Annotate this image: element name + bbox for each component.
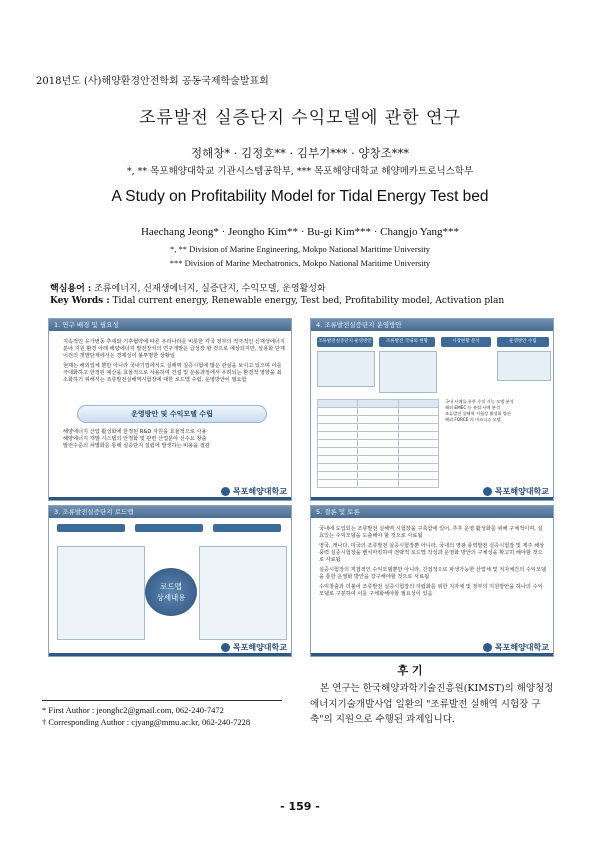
footnote-divider [42,700,282,701]
slide-header: 3. 조류발전실증단지 로드맵 [49,506,291,518]
side-note: 국내 사례를 통한 수익 가능 모델 분석 해외 EMEC 등 유럽 사례 분석 조류발전 실해역 시험장 활성화 방안 해외 FORCE 의 비즈니스 모델 [445,399,514,422]
flow-box: 시장현황 분석 [441,337,491,347]
slide-footer-bar [311,497,553,500]
slide-bullet: 실증시험장의 직접적인 수익모델뿐만 아니라, 간접적으로 파생가능한 산업체 및 지자체간의 수익모델을 통한 운영화 방안을 강구해야할 것으로 사료됨 [319,567,546,580]
keywords-english [50,296,504,306]
title-korean: 조류발전 실증단지 수익모델에 관한 연구 [139,108,461,128]
roadmap-left-panel [57,546,145,640]
detail-box [317,351,375,387]
roadmap-step [57,524,125,532]
slide-bullet: 해양에너지 개발 시스템의 안정화 및 관련 산업분야 신수요 창출 [63,436,207,442]
keywords-korean-text: 조류에너지, 신재생에너지, 실증단지, 수익모델, 운영활성화 [94,284,326,294]
title-english: A Study on Profitability Model for Tidal Energy Test bed [111,188,489,205]
roadmap-step [135,524,203,532]
slide-footer: 목포해양대학교 [221,486,287,497]
slide-bullet: 해양에너지 산업 활성화에 한정된 R&D 자원을 효율적으로 사용 [63,429,207,435]
keywords-korean [50,281,326,294]
detail-box [379,351,437,393]
roadmap-center: 로드맵 상세내용 [145,568,197,616]
slide-bullet: 현재는 해외업체 뿐만 아니라 국내기업에서도 실해역 실증시험에 많은 관심을 보이고 있으며 이를 극대화하고 한정된 예산을 효율적으로 사용하여 건설 및 운용과정에서 우려되는 환경적 영향을 최소화하기 위해서는 조류발전실해역시험장에 대한 로드맵 수립, 운영방안이 필요함 [63,363,282,383]
keywords-english-text: Tidal current energy, Renewable energy, Test bed, Profitability model, Activation plan [112,296,505,306]
acknowledgment-title: 후 기 [397,664,423,677]
slide-footer-bar [49,497,291,500]
slide-footer: 목포해양대학교 [483,642,549,653]
slide-footer-bar [49,653,291,656]
authors-english: Haechang Jeong* · Jeongho Kim** · Bu-gi Kim*** · Changjo Yang*** [140,226,460,238]
slide-header: 1. 연구 배경 및 필요성 [49,319,291,331]
roadmap-right-panel [199,546,287,640]
university-logo-icon [483,643,492,652]
slide-bullet: 발전수준의 차별화를 통해 실증단지 설립에 발생하는 비용을 절감 [63,443,210,449]
conference-header: 2018년도 (사)해양환경안전학회 공동국제학술발표회 [36,76,269,87]
slide-header: 4. 조류발전실증단지 운영방안 [311,319,553,331]
acknowledgment-text: 본 연구는 한국해양과학기술진흥원(KIMST)의 해양청정에너지기술개발사업 일환의 "조류발전 실해역 시험장 구축"의 지원으로 수행된 과제입니다. [310,683,554,725]
slide-bullet: 영국, 캐나다, 미국의 조류발전 실증시험장뿐 아니라, 국내의 영광 풍력발전 실증시험장 및 제주 해상풍력 실증시험장을 벤치마킹하여 전략적 로드맵 작성과 운영화 방안의 구체성을 확고히 해야할 것으로 사료됨 [319,543,545,563]
slide-footer: 목포해양대학교 [221,642,287,653]
slide-roadmap [48,505,292,657]
keywords-korean-label: 핵심용어 : [50,284,92,294]
footnote-first-author: * First Author : jeonghc2@gmail.com, 062-240-7472 [42,705,224,715]
university-logo-icon [221,487,230,496]
affiliation-korean: *, ** 목포해양대학교 기관시스템공학부, *** 목포해양대학교 해양메카트로닉스학부 [126,166,474,177]
footnote-corresponding-author: † Corresponding Author : cjyang@mmu.ac.kr, 062-240-7228 [42,717,251,727]
detail-box [497,351,551,381]
flow-box: 조류발전 국내외 현황 [379,337,435,347]
university-logo-icon [221,643,230,652]
slide-pill: 운영방안 및 수익모델 수립 [77,405,267,423]
slide-bullet: 수익창출과 더불어 조류발전 실증시험장의 자립화를 위한 지자체 및 정부의 지원방안을 하나의 수익모델로 구분하여 이를 구체화해야할 필요성이 있음 [319,584,543,597]
slide-bullet-list [319,526,547,598]
slide-conclusion [310,505,554,657]
plan-table [317,399,439,488]
affiliation-english-1: *, ** Division of Marine Engineering, Mokpo National Maritime University [170,244,430,254]
slide-header: 5. 결론 및 토론 [311,506,553,518]
slide-footer-bar [311,653,553,656]
slide-footer: 목포해양대학교 [483,486,549,497]
slide-operation-plan [310,318,554,501]
keywords-english-label: Key Words : [50,296,110,306]
university-logo-icon [483,487,492,496]
page-number: - 159 - [280,800,320,813]
slide-bullet: 지속적인 유가변동 추세와 기후협약에 따른 우리나라를 비롯한 각국 정부의 적극적인 신재생에너지 분야 지원 환경 아래 해양에너지 발전장치의 연구개발은 급성장 할 것으로 예상되지만, 상용화 단계 이전의 개발단계에서는 경제성이 불투명한 상황임 [63,339,285,359]
slide-background-need [48,318,292,501]
roadmap-step [213,524,281,532]
affiliation-english-2: *** Division of Marine Mechatronics, Mokpo National Maritime University [169,258,431,268]
authors-korean: 정해창* · 김정호** · 김부기*** · 양창조*** [191,146,409,160]
slide-bullet-list [63,339,285,384]
slide-bullet-list-2 [63,429,285,450]
flow-box: 운영방안 수립 [497,337,549,347]
flow-box: 조류발전실증단지 운영방안 [317,337,373,347]
slide-bullet: 국내에 도입되는 조류발전 실해역 시험장을 구축함에 있어, 추후 운영 활성화를 위해 구체적이며, 실효있는 수익모델을 도출해야 할 것으로 사료됨 [319,526,543,539]
